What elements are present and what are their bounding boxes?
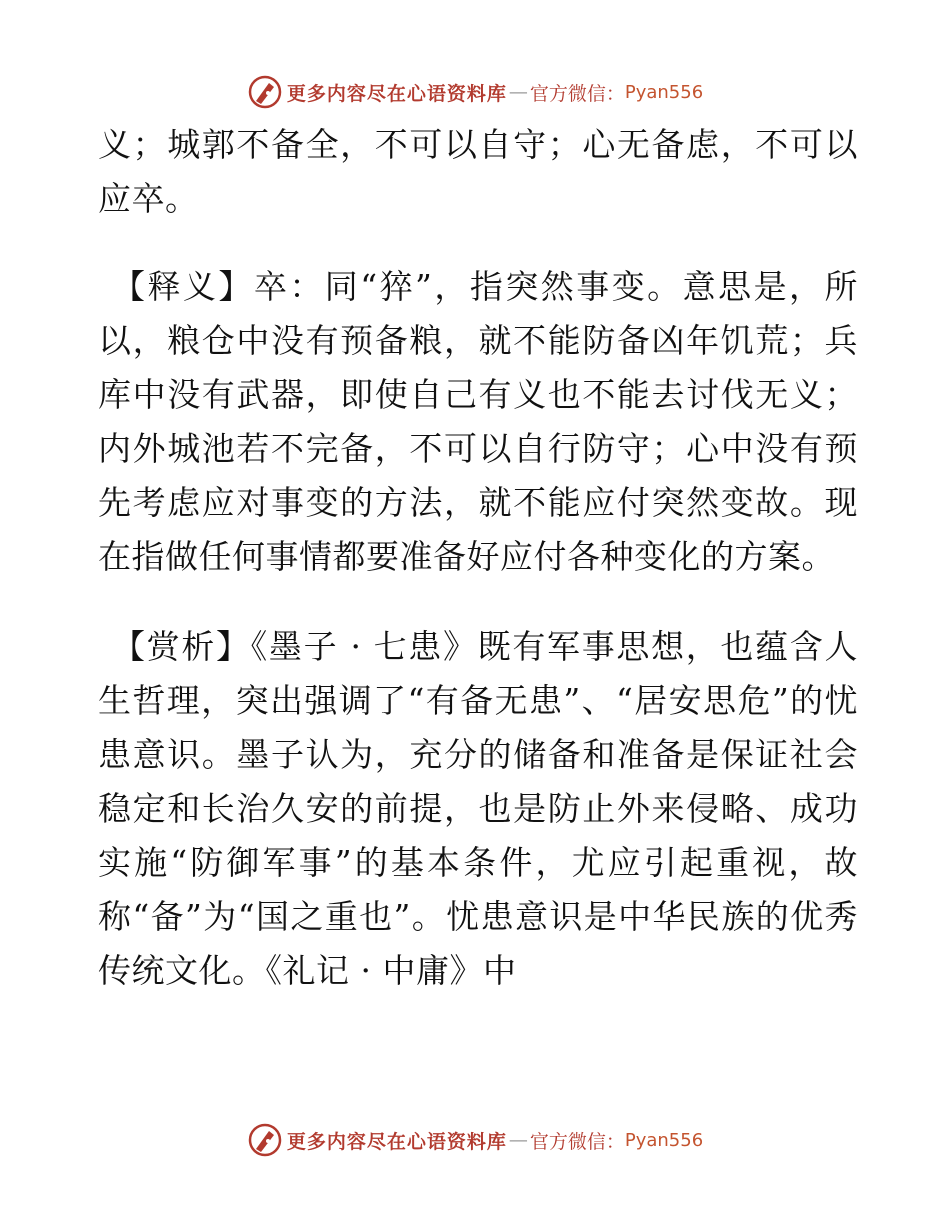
pen-logo-icon [247,74,283,110]
official-label: 官方微信： [529,1130,625,1153]
paragraph-appreciation: 【赏析】《墨子 · 七患》既有军事思想，也蕴含人生哲理，突出强调了“有备无患”、“居安思危”的忧患意识。墨子认为，充分的储备和准备是保证社会稳定和长治久安的前提，也是防止外来侵略、成功实施“防御军事”的基本条件，尤应引起重视，故称“备”为“国之重也”。忧患意识是中华民族的优秀传统文化。《礼记 · 中庸》中 [98,627,858,990]
wechat-id: Pyan556 [624,81,704,103]
separator: — [508,81,528,103]
footer-banner [0,1120,950,1160]
paragraph-continuation: 义；城郭不备全，不可以自守；心无备虑，不可以应卒。 [98,125,858,218]
paragraph-explanation: 【释义】卒：同“猝”，指突然事变。意思是，所以，粮仓中没有预备粮，就不能防备凶年饥荒；兵库中没有武器，即使自己有义也不能去讨伐无义；内外城池若不完备，不可以自行防守；心中没有预先考虑应对事变的方法，就不能应付突然变故。现在指做任何事情都要准备好应付各种变化的方案。 [98,267,858,576]
body-text [98,118,858,998]
brand-text: 更多内容尽在心语资料库 [286,1130,507,1153]
header-banner [0,72,950,112]
brand-text: 更多内容尽在心语资料库 [286,82,507,105]
wechat-id: Pyan556 [624,1129,704,1151]
separator: — [508,1129,528,1151]
official-label: 官方微信： [529,82,625,105]
pen-logo-icon [247,1122,283,1158]
